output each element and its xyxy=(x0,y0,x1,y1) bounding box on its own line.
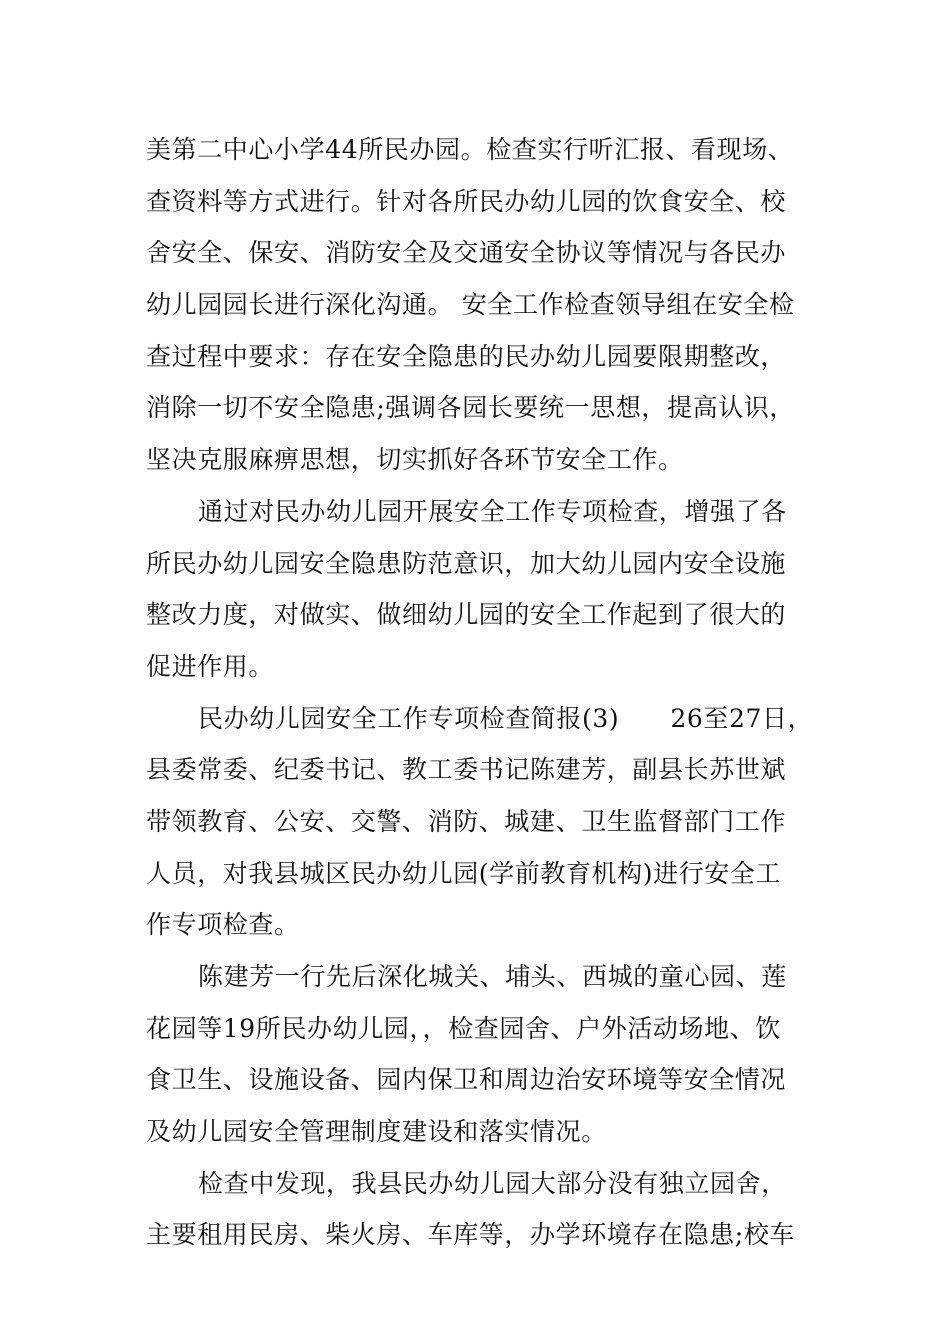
document-body xyxy=(146,124,818,1261)
text-line: 人员，对我县城区民办幼儿园(学前教育机构)进行安全工 xyxy=(146,858,782,888)
text-line: 及幼儿园安全管理制度建设和落实情况。 xyxy=(146,1117,607,1147)
text-line: 主要租用民房、柴火房、车库等，办学环境存在隐患;校车 xyxy=(146,1220,796,1250)
text-line: 通过对民办幼儿园开展安全工作专项检查，增强了各 xyxy=(198,496,787,526)
text-line: 所民办幼儿园安全隐患防范意识，加大幼儿园内安全设施 xyxy=(146,548,787,578)
text-line: 花园等19所民办幼儿园，，检查园舍、户外活动场地、饮 xyxy=(146,1013,781,1043)
text-line: 坚决克服麻痹思想，切实抓好各环节安全工作。 xyxy=(146,445,684,475)
text-line: 县委常委、纪委书记、教工委书记陈建芳，副县长苏世斌 xyxy=(146,755,787,785)
text-line: 民办幼儿园安全工作专项检查简报(3) 26至27日， xyxy=(198,703,814,733)
text-line: 带领教育、公安、交警、消防、城建、卫生监督部门工作 xyxy=(146,806,787,836)
text-line: 检查中发现，我县民办幼儿园大部分没有独立园舍， xyxy=(198,1168,787,1198)
text-line: 促进作用。 xyxy=(146,651,275,681)
text-line: 作专项检查。 xyxy=(146,910,300,940)
text-line: 查过程中要求：存在安全隐患的民办幼儿园要限期整改， xyxy=(146,341,787,371)
text-line: 消除一切不安全隐患;强调各园长要统一思想，提高认识， xyxy=(146,393,796,423)
text-line: 查资料等方式进行。针对各所民办幼儿园的饮食安全、校 xyxy=(146,186,787,216)
text-line: 整改力度，对做实、做细幼儿园的安全工作起到了很大的 xyxy=(146,600,787,630)
text-line: 幼儿园园长进行深化沟通。 安全工作检查领导组在安全检 xyxy=(146,290,795,320)
text-line: 陈建芳一行先后深化城关、埔头、西城的童心园、莲 xyxy=(198,962,787,991)
text-line: 舍安全、保安、消防安全及交通安全协议等情况与各民办 xyxy=(146,238,787,268)
text-line: 美第二中心小学44所民办园。检查实行听汇报、看现场、 xyxy=(146,135,794,164)
text-line: 食卫生、设施设备、园内保卫和周边治安环境等安全情况 xyxy=(146,1065,787,1095)
